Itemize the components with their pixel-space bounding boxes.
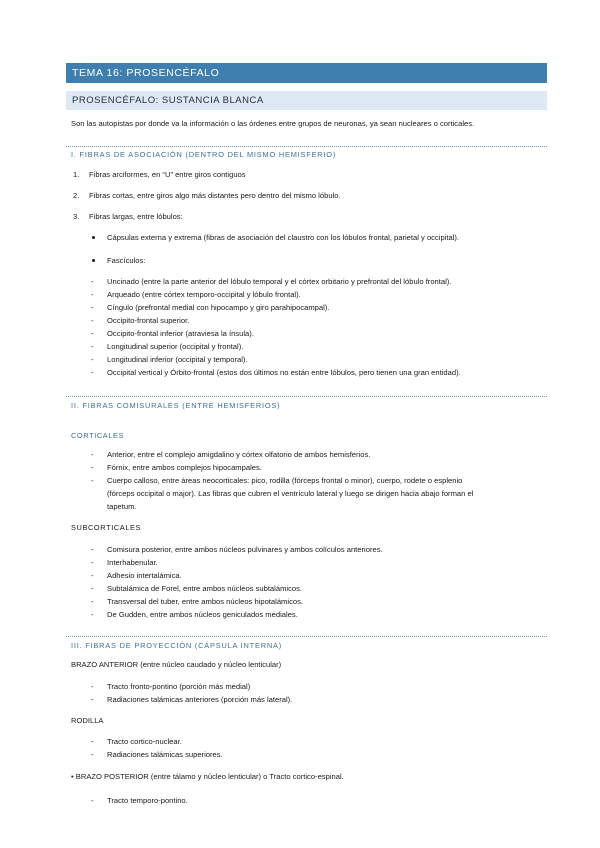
dash-item: Cíngulo (prefrontal medial con hipocampo y giro parahipocampal). xyxy=(107,303,330,312)
dash-item: Fórnix, entre ambos complejos hipocampales. xyxy=(107,463,262,472)
dash-marker: - xyxy=(91,450,94,459)
brazo-posterior-line xyxy=(71,772,344,782)
brazo-posterior-label: • BRAZO POSTERIOR xyxy=(71,772,149,781)
numbered-marker: 3. xyxy=(73,212,80,221)
dash-marker: - xyxy=(91,545,94,554)
dash-item: Comisura posterior, entre ambos núcleos pulvinares y ambos colículos anteriores. xyxy=(107,545,383,554)
dash-marker: - xyxy=(91,571,94,580)
section-1-heading: I. FIBRAS DE ASOCIACIÓN (DENTRO DEL MISMO HEMISFERIO) xyxy=(71,150,337,159)
dash-marker: - xyxy=(91,329,94,338)
intro-paragraph: Son las autopistas por donde va la información o las órdenes entre grupos de neuronas, ya sean nucleares o corticales. xyxy=(71,119,475,128)
dash-item: Cuerpo calloso, entre áreas neocorticales: pico, rodilla (fórceps frontal o minor), cuerpo, rodete o esplenio xyxy=(107,476,463,485)
dash-marker: - xyxy=(91,695,94,704)
page-title: TEMA 16: PROSENCÉFALO xyxy=(66,63,547,83)
numbered-item: Fibras largas, entre lóbulos: xyxy=(89,212,183,221)
dash-marker: - xyxy=(91,463,94,472)
dash-marker: - xyxy=(91,355,94,364)
dash-marker: - xyxy=(91,737,94,746)
dash-item: Tracto cortico-nuclear. xyxy=(107,737,182,746)
numbered-marker: 1. xyxy=(73,170,80,179)
dash-marker: - xyxy=(91,303,94,312)
dash-marker: - xyxy=(91,368,94,377)
dash-item: Transversal del tuber, entre ambos núcleos hipotalámicos. xyxy=(107,597,303,606)
dash-item: Longitudinal inferior (occipital y temporal). xyxy=(107,355,248,364)
brazo-anterior-label: BRAZO ANTERIOR xyxy=(71,660,139,669)
page-subtitle: PROSENCÉFALO: SUSTANCIA BLANCA xyxy=(66,91,547,110)
section-3-rule xyxy=(66,636,547,637)
dash-marker: - xyxy=(91,290,94,299)
dash-item: Longitudinal superior (occipital y frontal). xyxy=(107,342,244,351)
bullet-item: Fascículos: xyxy=(107,256,146,265)
dash-marker: - xyxy=(91,750,94,759)
dash-marker: - xyxy=(91,796,94,805)
bullet-dot xyxy=(92,236,95,239)
dash-marker: - xyxy=(91,597,94,606)
dash-item: Interhabenular. xyxy=(107,558,158,567)
numbered-item: Fibras arciformes, en “U” entre giros contiguos xyxy=(89,170,246,179)
numbered-marker: 2. xyxy=(73,191,80,200)
dash-item: De Gudden, entre ambos núcleos geniculados mediales. xyxy=(107,610,298,619)
section-2-heading: II. FIBRAS COMISURALES (ENTRE HEMISFERIOS) xyxy=(71,401,281,410)
numbered-item: Fibras cortas, entre giros algo más distantes pero dentro del mismo lóbulo. xyxy=(89,191,341,200)
dash-item-continuation: (fórceps occipital o major). Las fibras que cubren el ventrículo lateral y luego se dirigen hacia abajo forman el xyxy=(107,489,474,498)
dash-item: Radiaciones talámicas superiores. xyxy=(107,750,223,759)
dash-marker: - xyxy=(91,277,94,286)
dash-item: Subtalámica de Forel, entre ambos núcleos subtalámicos. xyxy=(107,584,303,593)
bullet-dot xyxy=(92,259,95,262)
dash-item: Uncinado (entre la parte anterior del lóbulo temporal y el córtex orbitario y prefrontal del lóbulo frontal). xyxy=(107,277,452,286)
rodilla-heading: RODILLA xyxy=(71,716,104,725)
dash-item: Anterior, entre el complejo amigdalino y córtex olfatorio de ambos hemisferios. xyxy=(107,450,371,459)
dash-marker: - xyxy=(91,682,94,691)
bullet-item: Cápsulas externa y extrema (fibras de asociación del claustro con los lóbulos frontal, parietal y occipital). xyxy=(107,233,460,242)
dash-item: Occipital vertical y Órbito-frontal (estos dos últimos no están entre lóbulos, pero tienen una gran entidad). xyxy=(107,368,461,377)
dash-marker: - xyxy=(91,610,94,619)
dash-marker: - xyxy=(91,316,94,325)
dash-item: Arqueado (entre córtex temporo-occipital y lóbulo frontal). xyxy=(107,290,301,299)
brazo-posterior-desc: (entre tálamo y núcleo lenticular) o Tracto cortico-espinal. xyxy=(148,772,344,781)
brazo-anterior-desc: (entre núcleo caudado y núcleo lenticular) xyxy=(138,660,282,669)
subcorticales-heading: SUBCORTICALES xyxy=(71,523,142,532)
dash-item: Occipito-frontal inferior (atraviesa la ínsula). xyxy=(107,329,254,338)
dash-marker: - xyxy=(91,476,94,485)
brazo-anterior-line xyxy=(71,660,281,670)
dash-marker: - xyxy=(91,584,94,593)
section-1-rule xyxy=(66,146,547,147)
dash-item-continuation: tapetum. xyxy=(107,502,137,511)
corticales-heading: CORTICALES xyxy=(71,431,125,440)
dash-marker: - xyxy=(91,558,94,567)
section-3-heading: III. FIBRAS DE PROYECCIÓN (CÁPSULA INTERNA) xyxy=(71,641,282,650)
dash-item: Occipito-frontal superior. xyxy=(107,316,190,325)
dash-item: Tracto temporo-pontino. xyxy=(107,796,188,805)
dash-item: Radiaciones talámicas anteriores (porción más lateral). xyxy=(107,695,293,704)
dash-marker: - xyxy=(91,342,94,351)
dash-item: Adhesio intertalámica. xyxy=(107,571,182,580)
dash-item: Tracto fronto-pontino (porción más medial) xyxy=(107,682,251,691)
section-2-rule xyxy=(66,396,547,397)
